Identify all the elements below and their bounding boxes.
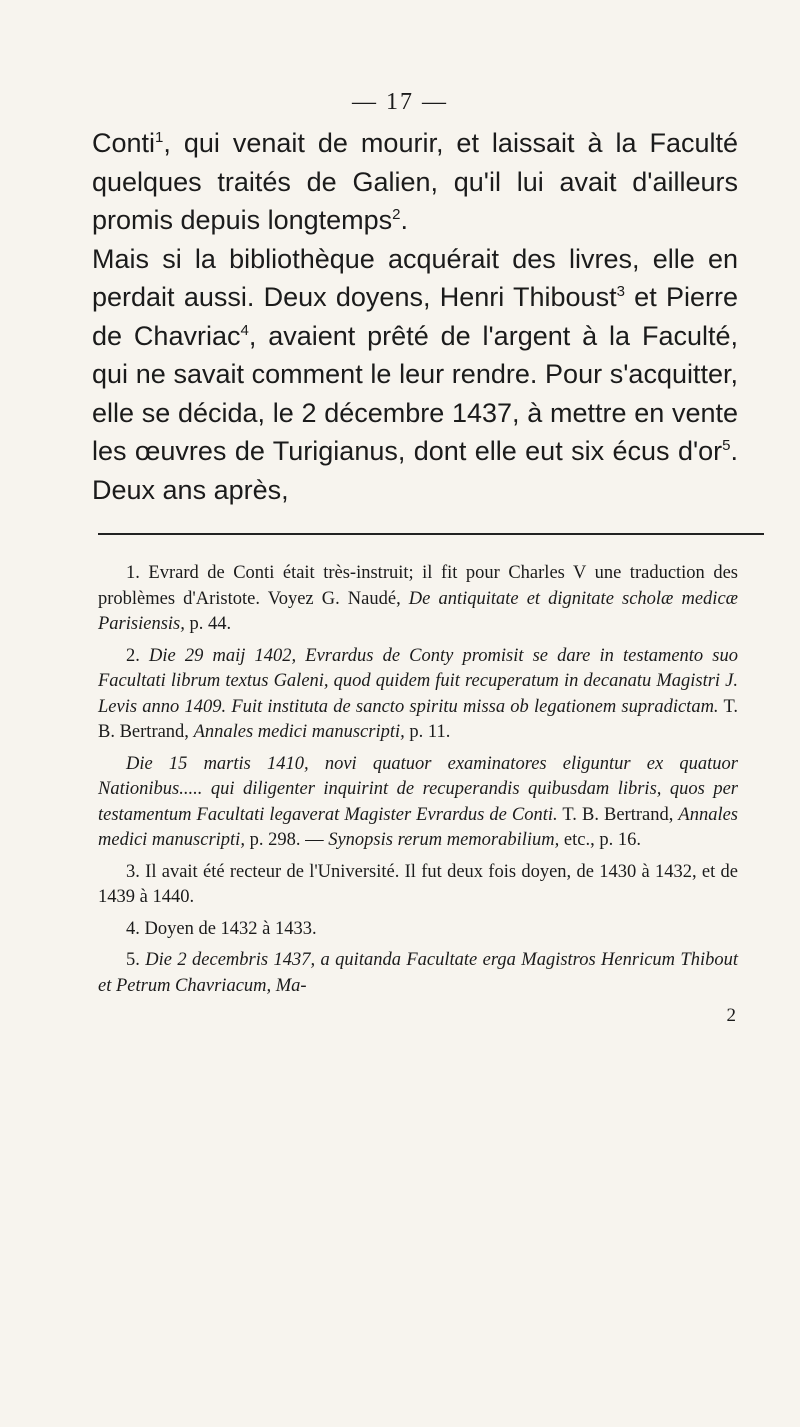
text-run: et Pierre de Chavriac: [92, 282, 738, 351]
paragraph-1: [92, 124, 738, 240]
paragraph-2: [92, 240, 738, 510]
text-run: , avaient prêté de l'argent à la Faculté, qui ne savait comment le leur rendre. Pour s'acquitter, elle se décida, le 2 décembre 1437, à mettre en vente les œuvres de Turigianus, dont elle eut six écus d'or: [92, 320, 738, 466]
citation-title: Annales medici manuscripti,: [98, 804, 738, 850]
text-run: p. 11.: [404, 722, 451, 742]
citation-title: Synopsis rerum memorabilium,: [328, 830, 560, 850]
text-run: Conti: [92, 128, 156, 158]
text-run: . Deux ans après,: [92, 436, 738, 505]
footnotes: [62, 561, 738, 999]
text-run: Mais si la bibliothèque acquérait des livres, elle en perdait aussi. Deux doyens, Henri Thiboust: [92, 243, 738, 312]
text-run: .: [400, 205, 409, 235]
text-run: 2.: [126, 645, 150, 666]
footnote-ref-3[interactable]: 3: [616, 283, 625, 300]
footnote-ref-5[interactable]: 5: [722, 437, 731, 454]
footnote-divider: [98, 533, 764, 535]
text-run: , qui venait de mourir, et laissait à la Faculté quelques traités de Galien, qu'il lui avait d'ailleurs promis depuis longtemps: [92, 128, 738, 235]
footnote-ref-4[interactable]: 4: [240, 321, 249, 339]
citation-title: Annales medici manuscripti,: [193, 722, 405, 742]
text-run: T. B. Bertrand,: [557, 804, 679, 825]
footnote-5: [98, 948, 738, 999]
footnote-ref-2[interactable]: 2: [392, 206, 401, 223]
text-run: p. 44.: [184, 614, 232, 634]
footnote-4: 4. Doyen de 1432 à 1433.: [126, 918, 317, 939]
footnote-ref-1[interactable]: 1: [155, 129, 164, 146]
latin-quote: Die 15 martis 1410, novi quatuor examinatores eliguntur ex quatuor Nationibus..... qui diligenter inquirint de recuperandis quibusdam libris, quos per testamentum Facultati legaverat Magister Evrardus de Conti.: [98, 753, 738, 825]
footnote-2-continued: [98, 752, 738, 854]
text-run: 1. Evrard de Conti était très-instruit; il fit pour Charles V une traduction des problèmes d'Aristote. Voyez G. Naudé,: [98, 563, 738, 609]
latin-quote: Die 29 maij 1402, Evrardus de Conty promisit se dare in testamento suo Facultati librum textus Galeni, quod quidem fuit recuperatum in decanatu Magistri J. Levis anno 1409. Fuit instituta de sancto spiritu missa ob legationem supradictam.: [98, 645, 739, 717]
text-run: p. 298. —: [244, 830, 329, 850]
footnote-3: 3. Il avait été recteur de l'Université. Il fut deux fois doyen, de 1430 à 1432, et de 1439 à 1440.: [98, 861, 738, 907]
footnote-1: [98, 561, 738, 638]
text-run: T. B. Bertrand,: [98, 696, 738, 742]
page-number: — 17 —: [352, 89, 448, 115]
text-run: etc., p. 16.: [559, 830, 641, 850]
footnote-2: [98, 644, 738, 746]
latin-quote: Die 2 decembris 1437, a quitanda Facultate erga Magistros Henricum Thibout et Petrum Chavriacum, Ma-: [98, 950, 738, 996]
citation-title: De antiquitate et dignitate scholæ medicæ Parisiensis,: [98, 588, 738, 634]
signature-mark: 2: [726, 1005, 736, 1026]
text-run: 5.: [126, 950, 146, 970]
main-text: [62, 124, 738, 509]
